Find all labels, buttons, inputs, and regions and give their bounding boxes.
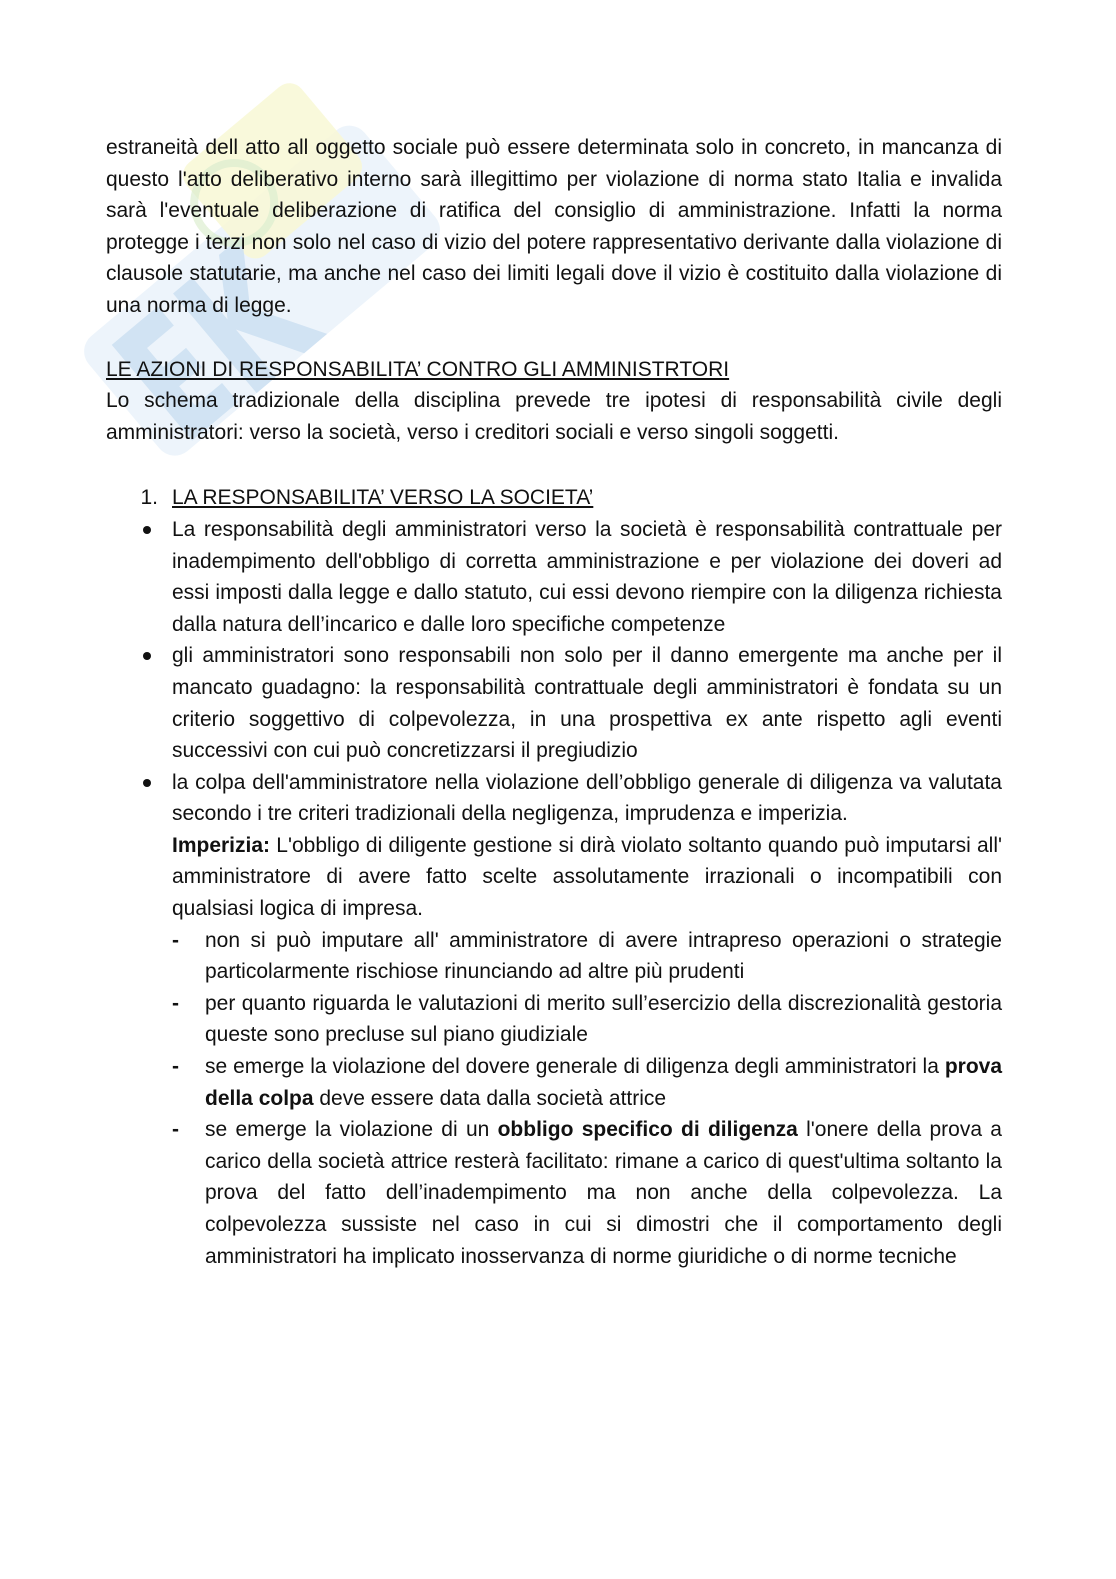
dash-text-post: l'onere della prova a carico della società attrice resterà facilitato: rimane a carico di quest'ultima soltanto la prova del fatto dell’inadempimento ma non anche della colpevolezza. La colpevolezza sussiste nel caso in cui si dimostri che il comportamento degli amministratori ha implicato inosservanza di norme giuridiche o di norme tecniche xyxy=(205,1118,1002,1268)
dash-bold: obbligo specifico di diligenza xyxy=(497,1118,798,1142)
bullet-text: La responsabilità degli amministratori verso la società è responsabilità contrattuale per inadempimento dell'obbligo di corretta amministrazione e per violazione dei doveri ad essi imposti dalla legge e dallo statuto, cui essi devono riempire con la diligenza richiesta dalla natura dell’incarico e dalle loro specifiche competenze xyxy=(172,517,1002,636)
intro-paragraph: estraneità dell atto all oggetto sociale può essere determinata solo in concreto, in mancanza di questo l'atto deliberativo interno sarà illegittimo per violazione di norma stato Italia e invalida sarà l'eventuale deliberazione di ratifica del consiglio di amministrazione. Infatti la norma protegge i terzi non solo nel caso di vizio del potere rappresentativo derivante dalla violazione di clausole statutarie, ma anche nel caso dei limiti legali dove il vizio è costituito dalla violazione di una norma di legge. xyxy=(106,136,1002,317)
numbered-item xyxy=(106,482,1002,514)
bullet-list xyxy=(106,514,1002,1272)
imperizia-paragraph xyxy=(172,830,1002,925)
dash-list xyxy=(172,925,1002,1273)
dash-item xyxy=(172,1051,1002,1114)
dash-item xyxy=(172,1114,1002,1272)
section-intro: Lo schema tradizionale della disciplina prevede tre ipotesi di responsabilità civile degli amministratori: verso la società, verso i creditori sociali e verso singoli soggetti. xyxy=(106,389,1002,444)
dash-bold: prova della colpa xyxy=(205,1055,1002,1110)
dash-item xyxy=(172,925,1002,988)
bullet-text: la colpa dell'amministratore nella violazione dell’obbligo generale di diligenza va valutata secondo i tre criteri tradizionali della negligenza, imprudenza e imperizia. xyxy=(172,770,1002,826)
dash-text-pre: se emerge la violazione di un xyxy=(205,1118,498,1142)
document-page xyxy=(106,132,1002,1272)
dash-item xyxy=(172,988,1002,1051)
dash-text-post: deve essere data dalla società attrice xyxy=(313,1086,667,1110)
section-heading: LE AZIONI DI RESPONSABILITA’ CONTRO GLI AMMINISTRTORI xyxy=(106,357,730,381)
bullet-text: gli amministratori sono responsabili non solo per il danno emergente ma anche per il mancato guadagno: la responsabilità contrattuale degli amministratori è fondata su un criterio soggettivo di colpevolezza, in una prospettiva ex ante rispetto agli eventi successivi con cui può concretizzarsi il pregiudizio xyxy=(172,644,1002,763)
imperizia-text: L'obbligo di diligente gestione si dirà violato soltanto quando può imputarsi all' amministratore di avere fatto scelte assolutamente irrazionali o incompatibili con qualsiasi logica di impresa. xyxy=(172,833,1002,921)
bullet-item xyxy=(106,514,1002,640)
bullet-item xyxy=(106,767,1002,1273)
dash-text: non si può imputare all' amministratore di avere intrapreso operazioni o strategie particolarmente rischiose rinunciando ad altre più prudenti xyxy=(205,928,1002,984)
imperizia-label: Imperizia: xyxy=(172,833,271,857)
dash-text-pre: se emerge la violazione del dovere generale di diligenza degli amministratori la xyxy=(205,1055,945,1079)
numbered-item-number: 1. xyxy=(140,486,158,510)
dash-text: per quanto riguarda le valutazioni di merito sull’esercizio della discrezionalità gestoria queste sono precluse sul piano giudiziale xyxy=(205,991,1002,1047)
numbered-item-title: LA RESPONSABILITA’ VERSO LA SOCIETA’ xyxy=(172,486,594,510)
bullet-item xyxy=(106,640,1002,766)
